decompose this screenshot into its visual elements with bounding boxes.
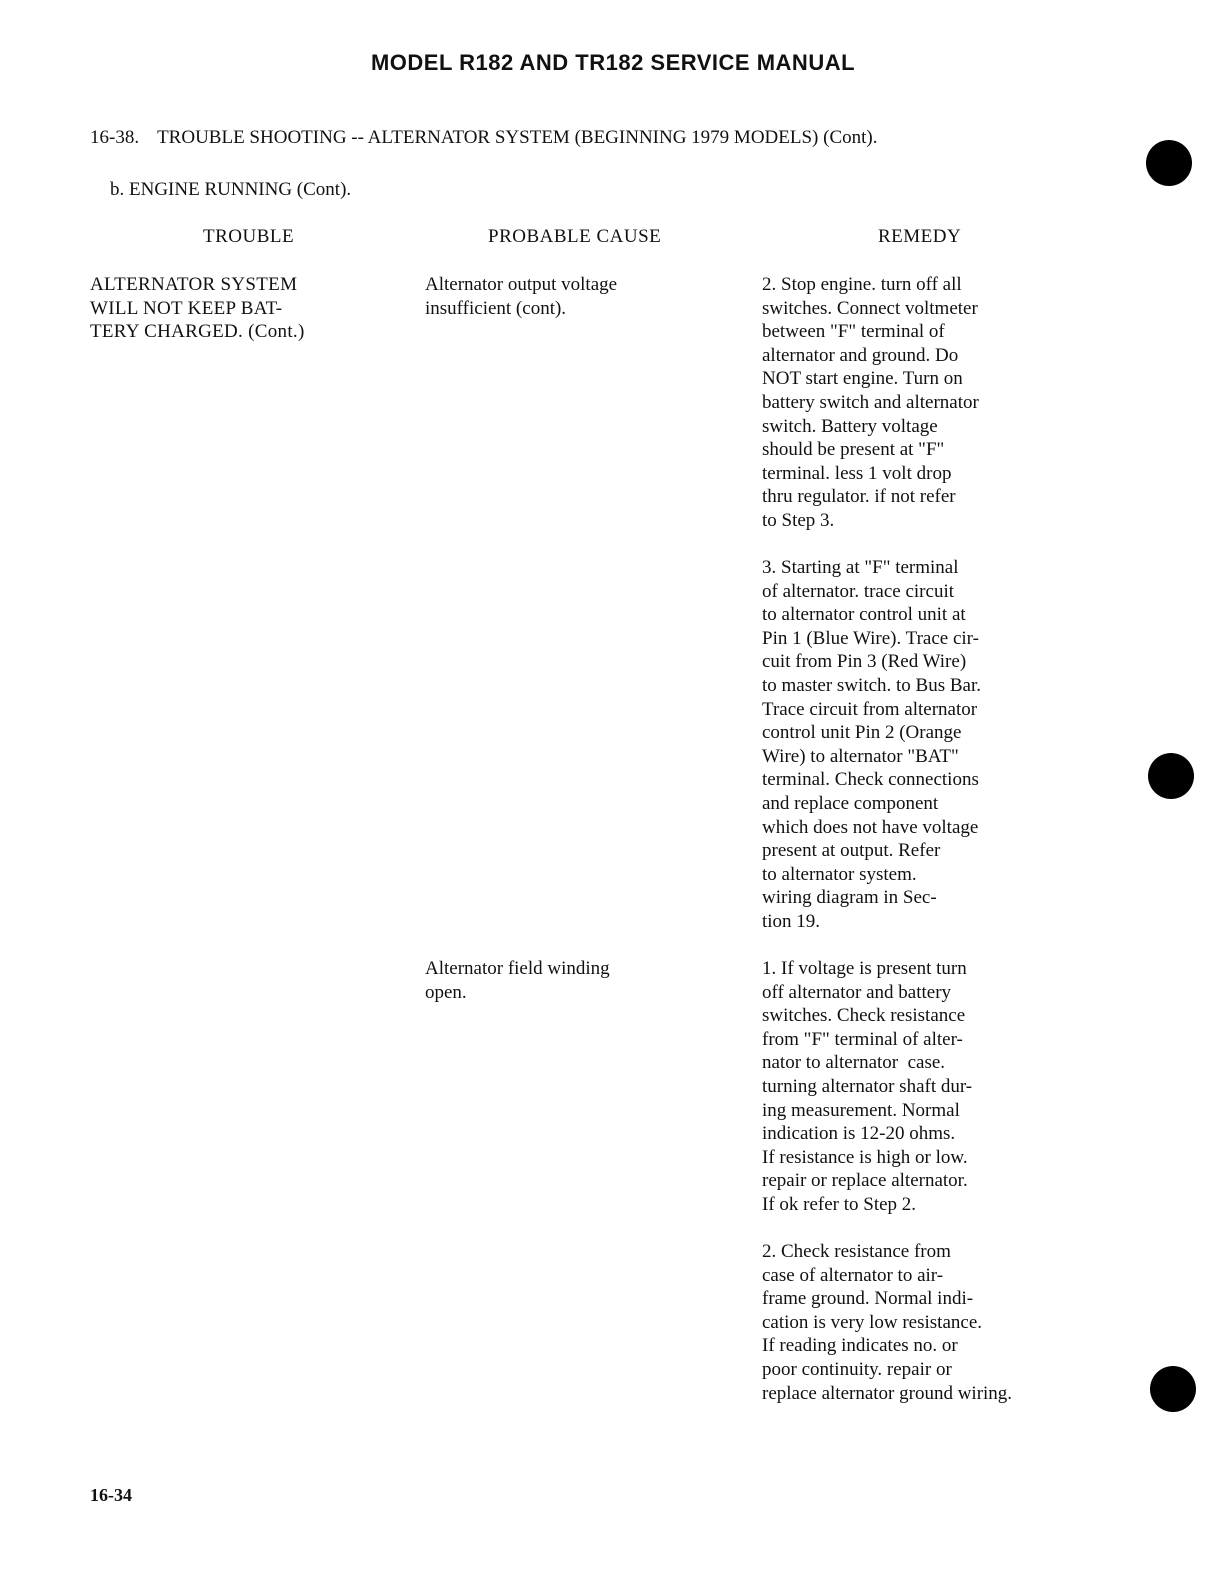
binder-hole-icon [1146, 140, 1192, 186]
section-title: TROUBLE SHOOTING -- ALTERNATOR SYSTEM (BEGINNING 1979 MODELS) (Cont). [157, 127, 878, 148]
remedy-step-2-voltmeter: 2. Stop engine. turn off all switches. Connect voltmeter between "F" terminal of alternator and ground. Do NOT start engine. Turn on battery switch and alternator switch. Battery voltage should be present at "F" terminal. less 1 volt drop thru regulator. if not refer to Step 3. [762, 274, 979, 531]
column-header-trouble: TROUBLE [203, 226, 295, 247]
column-header-probable-cause: PROBABLE CAUSE [488, 226, 662, 247]
subsection-heading: b. ENGINE RUNNING (Cont). [110, 179, 352, 200]
page-number: 16-34 [90, 1485, 132, 1505]
remedy-step-1-resistance: 1. If voltage is present turn off alternator and battery switches. Check resistance from "F" terminal of alter- nator to alternator case. turning alternator shaft dur- ing measurement. Normal indication is 12-20 ohms. If resistance is high or low. repair or replace alternator. If ok refer to Step 2. [762, 958, 973, 1215]
binder-hole-icon [1150, 1366, 1196, 1412]
section-number: 16-38. [90, 127, 140, 148]
column-header-remedy: REMEDY [878, 226, 962, 247]
remedy-step-3-trace-circuit: 3. Starting at "F" terminal of alternator. trace circuit to alternator control unit at Pin 1 (Blue Wire). Trace cir- cuit from Pin 3 (Red Wire) to master switch. to Bus Bar. Trace circuit from alternator control unit Pin 2 (Orange Wire) to alternator "BAT" terminal. Check connections and replace component which does not have voltage present at output. Refer to alternator system. wiring diagram in Sec- tion 19. [762, 557, 982, 932]
remedy-step-2-ground: 2. Check resistance from case of alternator to air- frame ground. Normal indi- cation is very low resistance. If reading indicates no. or poor continuity. repair or replace alternator ground wiring. [762, 1241, 1013, 1404]
trouble-description: ALTERNATOR SYSTEM WILL NOT KEEP BAT- TERY CHARGED. (Cont.) [90, 274, 305, 343]
page-title: MODEL R182 AND TR182 SERVICE MANUAL [370, 50, 856, 75]
probable-cause-field-winding: Alternator field winding open. [425, 958, 610, 1003]
binder-hole-icon [1148, 753, 1194, 799]
probable-cause-output-voltage: Alternator output voltage insufficient (cont). [425, 274, 618, 319]
section-heading [90, 127, 877, 149]
